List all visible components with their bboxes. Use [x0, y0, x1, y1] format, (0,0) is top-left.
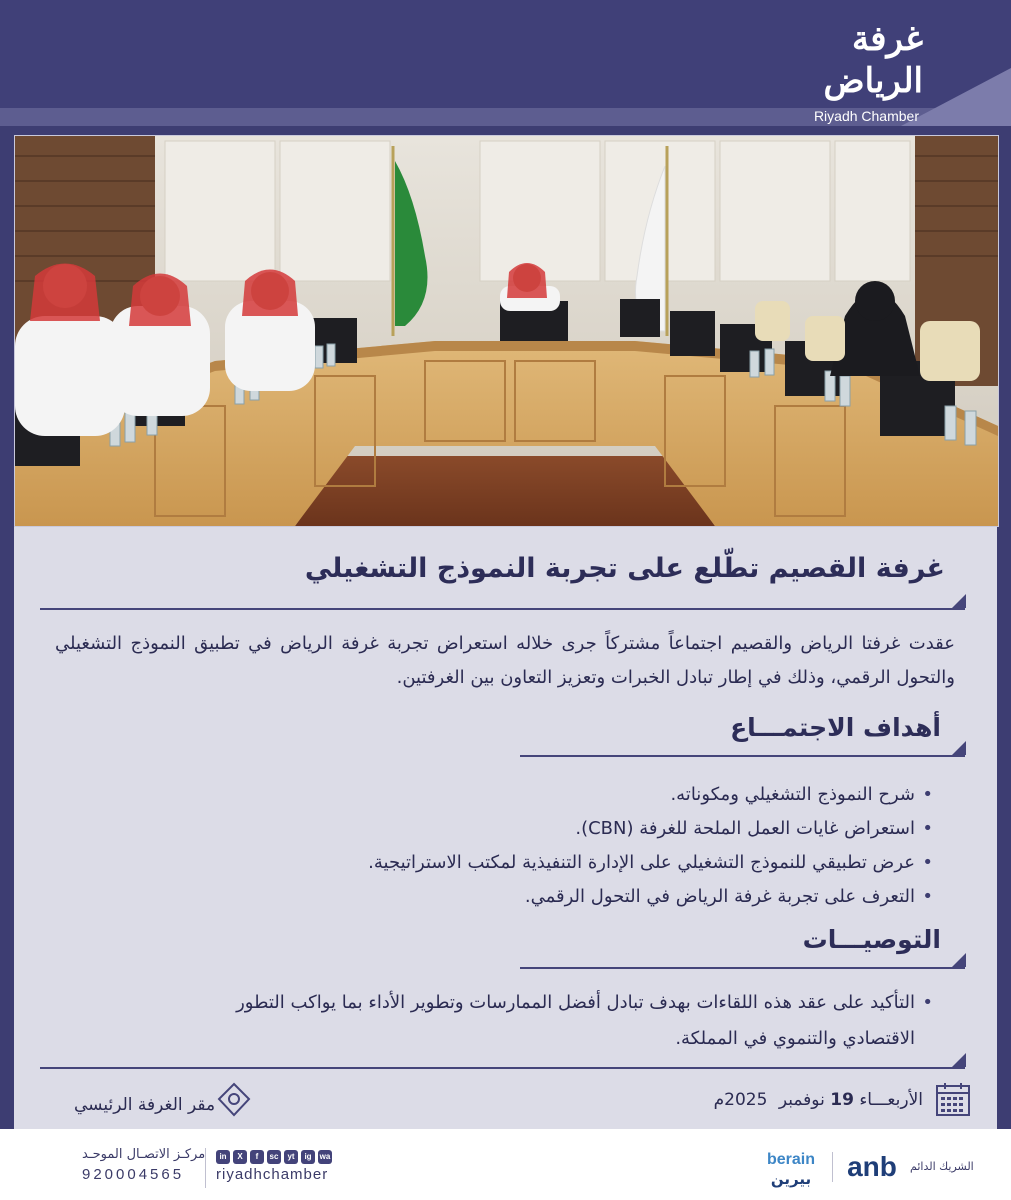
contact-center-label: مركـز الاتصـال الموحـد [82, 1147, 206, 1162]
footer-divider [205, 1148, 206, 1188]
day: 19 [830, 1090, 854, 1110]
facebook-icon[interactable]: f [250, 1150, 264, 1164]
permanent-partner-label: الشريك الدائم [910, 1160, 974, 1173]
title-underline-corner [952, 594, 966, 608]
list-item: • عرض تطبيقي للنموذج التشغيلي على الإدارة التنفيذية لمكتب الاستراتيجية. [83, 846, 933, 880]
riyadh-chamber-logo [773, 18, 923, 124]
meeting-date [714, 1090, 923, 1110]
weekday: الأربعـــاء [859, 1090, 923, 1110]
berain-logo-en: berain [766, 1151, 816, 1168]
recommendations-underline-corner [952, 953, 966, 967]
instagram-icon[interactable]: ig [301, 1150, 315, 1164]
calendar-icon [935, 1081, 971, 1117]
info-divider [40, 1067, 965, 1069]
meeting-location: مقر الغرفة الرئيسي [74, 1095, 216, 1115]
snapchat-icon[interactable]: sc [267, 1150, 281, 1164]
anb-logo-text: anb [847, 1152, 897, 1182]
whatsapp-icon[interactable]: wa [318, 1150, 332, 1164]
anb-logo [840, 1152, 904, 1182]
recommendations-heading: التوصيـــات [802, 925, 941, 954]
year: 2025م [713, 1090, 768, 1110]
berain-logo [760, 1146, 822, 1190]
x-icon[interactable]: X [233, 1150, 247, 1164]
article-title: غرفة القصيم تطّلع على تجربة النموذج التشغيلي [304, 553, 945, 584]
contact-phone-number[interactable]: 920004565 [82, 1166, 185, 1183]
list-item: • التأكيد على عقد هذه اللقاءات بهدف تبادل أفضل الممارسات وتطوير الأداء بما يواكب التطور الاقتصادي والتنموي في المملكة. [213, 985, 933, 1057]
title-underline [40, 608, 965, 610]
goals-heading: أهداف الاجتمـــاع [730, 713, 941, 742]
article-intro: عقدت غرفتا الرياض والقصيم اجتماعاً مشتركاً جرى خلاله استعراض تجربة غرفة الرياض في تطبيق النموذج التشغيلي والتحول الرقمي، وذلك في إطار تبادل الخبرات وتعزيز التعاون بين الغرفتين. [55, 633, 955, 688]
goals-list [83, 778, 933, 914]
goals-underline-corner [952, 741, 966, 755]
linkedin-icon[interactable]: in [216, 1150, 230, 1164]
youtube-icon[interactable]: yt [284, 1150, 298, 1164]
social-icons [216, 1150, 332, 1164]
logo-english-text: Riyadh Chamber [813, 108, 919, 124]
goals-underline [520, 755, 965, 757]
list-item: • استعراض غايات العمل الملحة للغرفة (CBN). [83, 812, 933, 846]
info-divider-corner [952, 1053, 966, 1067]
partner-divider [832, 1152, 833, 1182]
logo-arabic-text: غرفة الرياض [823, 19, 923, 101]
social-handle[interactable]: riyadhchamber [216, 1166, 329, 1183]
recommendations-underline [520, 967, 965, 969]
list-item: • شرح النموذج التشغيلي ومكوناته. [83, 778, 933, 812]
month: نوفمبر [778, 1090, 825, 1110]
recommendations-list [213, 985, 933, 1057]
list-item: • التعرف على تجربة غرفة الرياض في التحول الرقمي. [83, 880, 933, 914]
meeting-photo [14, 135, 999, 527]
location-pin-icon [216, 1082, 252, 1118]
berain-logo-ar: بيرين [770, 1170, 812, 1188]
meeting-room-illustration [15, 136, 998, 526]
